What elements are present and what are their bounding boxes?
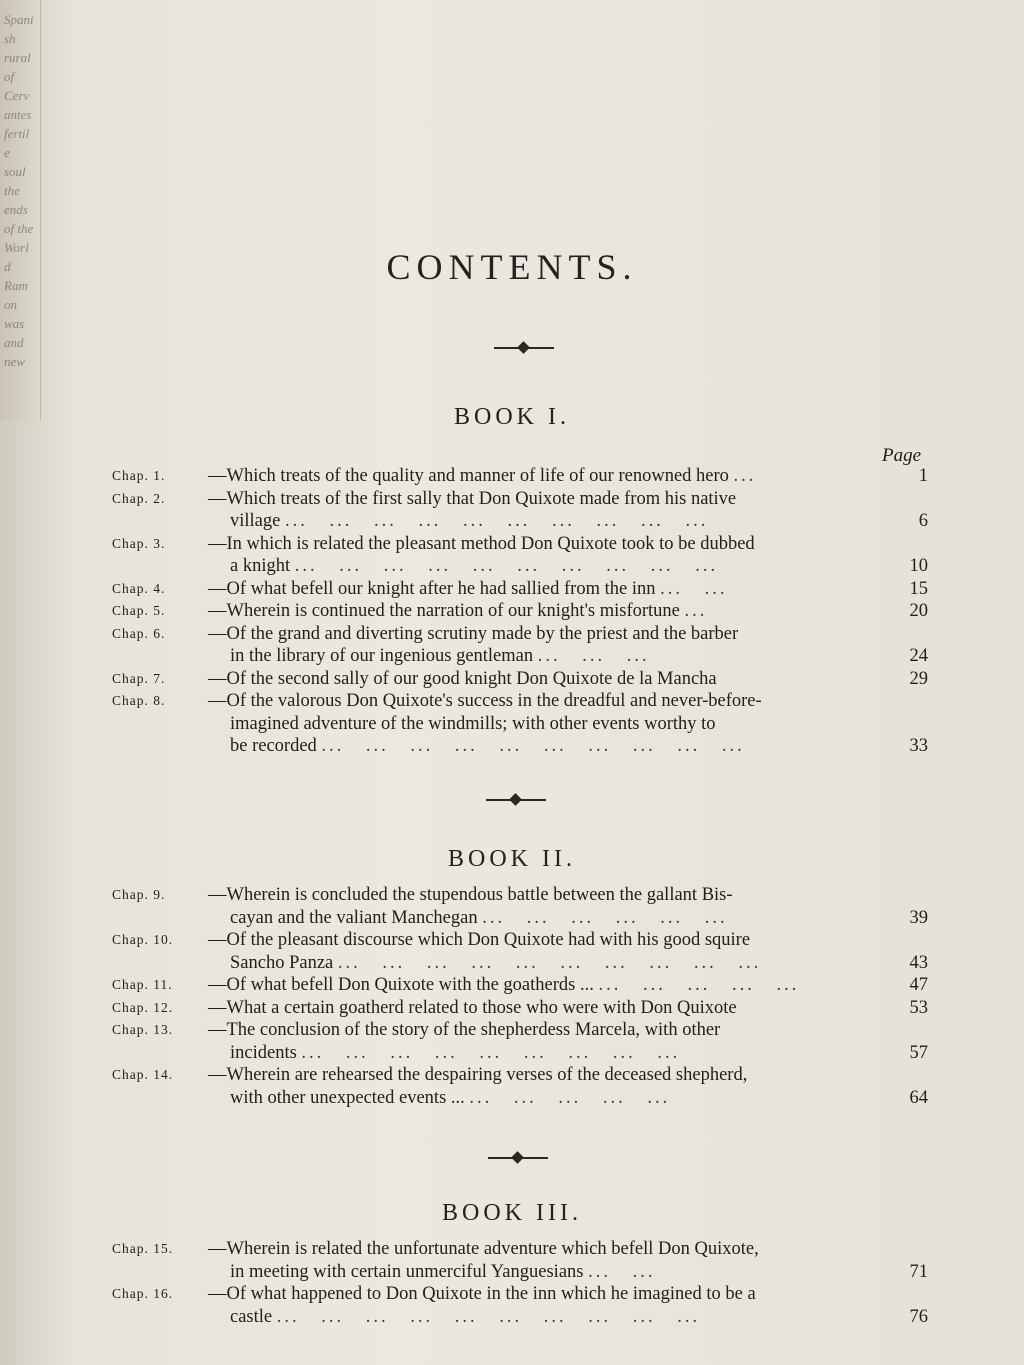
page-number: 29: [909, 668, 928, 689]
list-item: Chap. 13. —The conclusion of the story of the shepherdess Marcela, with other incidents ... ... ... ... ... ... ... ... ... 57: [112, 1020, 928, 1063]
chapter-title: —Which treats of the quality and manner of life of our renowned hero: [208, 466, 729, 486]
list-item: Chap. 14. —Wherein are rehearsed the despairing verses of the deceased shepherd, with other unexpected events ... ... ... ... ... ... 64: [112, 1065, 928, 1108]
book-1-chapter-list: [112, 465, 928, 758]
page-number: 6: [918, 511, 928, 531]
chap-label: Chap. 15.: [112, 1241, 174, 1256]
list-item: Chap. 10. —Of the pleasant discourse which Don Quixote had with his good squire Sancho Panza ... ... ... ... ... ... ... ... ... ... 43: [112, 930, 928, 973]
chap-label: Chap. 9.: [112, 887, 166, 902]
chapter-title: —Which treats of the first sally that Don Quixote made from his native: [208, 488, 737, 509]
chap-label: Chap. 14.: [112, 1067, 174, 1082]
list-item: Chap. 9. —Wherein is concluded the stupendous battle between the gallant Bis- cayan and the valiant Manchegan ... ... ... ... ... ... 39: [112, 885, 928, 928]
page-number: 71: [909, 1261, 928, 1282]
page-number: 15: [909, 578, 928, 599]
page-number: 43: [909, 952, 928, 973]
page-title: CONTENTS.: [386, 247, 638, 287]
page-number: 33: [909, 736, 928, 756]
list-item: Chap. 8. —Of the valorous Don Quixote's success in the dreadful and never-before- imagined adventure of the windmills; with other events worthy to be recorded ... ... ... ... ... ... ... ... ... ... 33: [112, 691, 928, 756]
list-item: Chap. 1. —Which treats of the quality and manner of life of our renowned hero ... 1: [112, 466, 928, 486]
list-item: Chap. 5. —Wherein is continued the narration of our knight's misfortune ... 20: [112, 601, 928, 621]
page-number: 24: [909, 646, 928, 666]
chapter-title: —Of the grand and diverting scrutiny made by the priest and the barber: [208, 623, 739, 644]
book-1-heading: BOOK I.: [454, 404, 570, 430]
chap-label: Chap. 16.: [112, 1286, 174, 1301]
page-column-label: Page: [882, 445, 922, 466]
page-number: 20: [909, 601, 928, 621]
book-2-chapter-list: [112, 884, 928, 1109]
list-item: Chap. 11. —Of what befell Don Quixote with the goatherds ... ... ... ... ... ... 47: [112, 975, 928, 995]
chap-label: Chap. 11.: [112, 977, 173, 992]
page-number: 10: [909, 556, 928, 576]
chap-label: Chap. 10.: [112, 932, 174, 947]
chapter-title: —Of what befell our knight after he had sallied from the inn: [208, 578, 656, 599]
chapter-title: —Wherein are rehearsed the despairing verses of the deceased shepherd,: [208, 1065, 748, 1085]
ornament-divider-icon: [488, 1152, 548, 1164]
page-number: 76: [909, 1306, 928, 1327]
chap-label: Chap. 7.: [112, 670, 166, 686]
book-2-heading: BOOK II.: [448, 846, 576, 872]
list-item: Chap. 15. —Wherein is related the unfortunate adventure which befell Don Quixote, in meeting with certain unmerciful Yanguesians ... ... 71: [112, 1239, 928, 1282]
list-item: [112, 668, 928, 691]
chap-label: Chap. 1.: [112, 468, 166, 483]
chapter-title: —What a certain goatherd related to those who were with Don Quixote: [208, 997, 737, 1018]
list-item: Chap. 16. —Of what happened to Don Quixote in the inn which he imagined to be a castle ... ... ... ... ... ... ... ... ... ... 76: [112, 1284, 928, 1327]
page-number: 1: [918, 466, 928, 486]
book-3-chapter-list: [112, 1238, 928, 1328]
chapter-title: —Of the pleasant discourse which Don Quixote had with his good squire: [208, 930, 751, 950]
ornament-divider-icon: [486, 794, 546, 806]
page-number: 53: [909, 997, 928, 1018]
chap-label: Chap. 6.: [112, 625, 166, 641]
page-number: 64: [909, 1087, 928, 1108]
facing-page-edge: [0, 0, 41, 420]
page-number: 39: [909, 907, 928, 928]
page-number: 57: [909, 1042, 928, 1063]
chapter-title: —Of what befell Don Quixote with the goatherds ...: [208, 975, 594, 995]
book-3-heading: BOOK III.: [442, 1200, 582, 1226]
chap-label: Chap. 12.: [112, 999, 174, 1015]
chap-label: Chap. 3.: [112, 535, 166, 551]
chap-label: Chap. 4.: [112, 580, 166, 596]
page-number: 47: [909, 975, 928, 995]
list-item: Chap. 3. —In which is related the pleasant method Don Quixote took to be dubbed a knight ... ... ... ... ... ... ... ... ... ... 10: [112, 533, 928, 576]
chap-label: Chap. 2.: [112, 490, 166, 506]
chapter-title: —Wherein is continued the narration of our knight's misfortune: [208, 601, 680, 621]
chap-label: Chap. 5.: [112, 603, 166, 618]
chapter-title: —Wherein is concluded the stupendous battle between the gallant Bis-: [208, 885, 733, 905]
list-item: Chap. 4. —Of what befell our knight after he had sallied from the inn ... ... 15: [112, 578, 928, 599]
facing-page-text: Spanish rural of Cervantes fertile soul the ends of the World Ramon was and new: [4, 12, 34, 369]
chapter-title: —Of what happened to Don Quixote in the inn which he imagined to be a: [208, 1284, 756, 1304]
ornament-divider-icon: [494, 342, 554, 354]
chapter-title: —The conclusion of the story of the shepherdess Marcela, with other: [208, 1020, 721, 1040]
chapter-title: —Of the second sally of our good knight Don Quixote de la Mancha: [208, 668, 717, 689]
list-item: [112, 997, 928, 1020]
chapter-title: —In which is related the pleasant method Don Quixote took to be dubbed: [208, 533, 755, 554]
list-item: Chap. 6. —Of the grand and diverting scrutiny made by the priest and the barber in the library of our ingenious gentleman ... ... ... 24: [112, 623, 928, 666]
chap-label: Chap. 13.: [112, 1022, 174, 1037]
list-item: Chap. 2. —Which treats of the first sally that Don Quixote made from his native village ... ... ... ... ... ... ... ... ... ... 6: [112, 488, 928, 531]
chap-label: Chap. 8.: [112, 693, 166, 708]
chapter-title: —Wherein is related the unfortunate adventure which befell Don Quixote,: [208, 1239, 759, 1259]
chapter-title: —Of the valorous Don Quixote's success in the dreadful and never-before-: [208, 691, 762, 711]
